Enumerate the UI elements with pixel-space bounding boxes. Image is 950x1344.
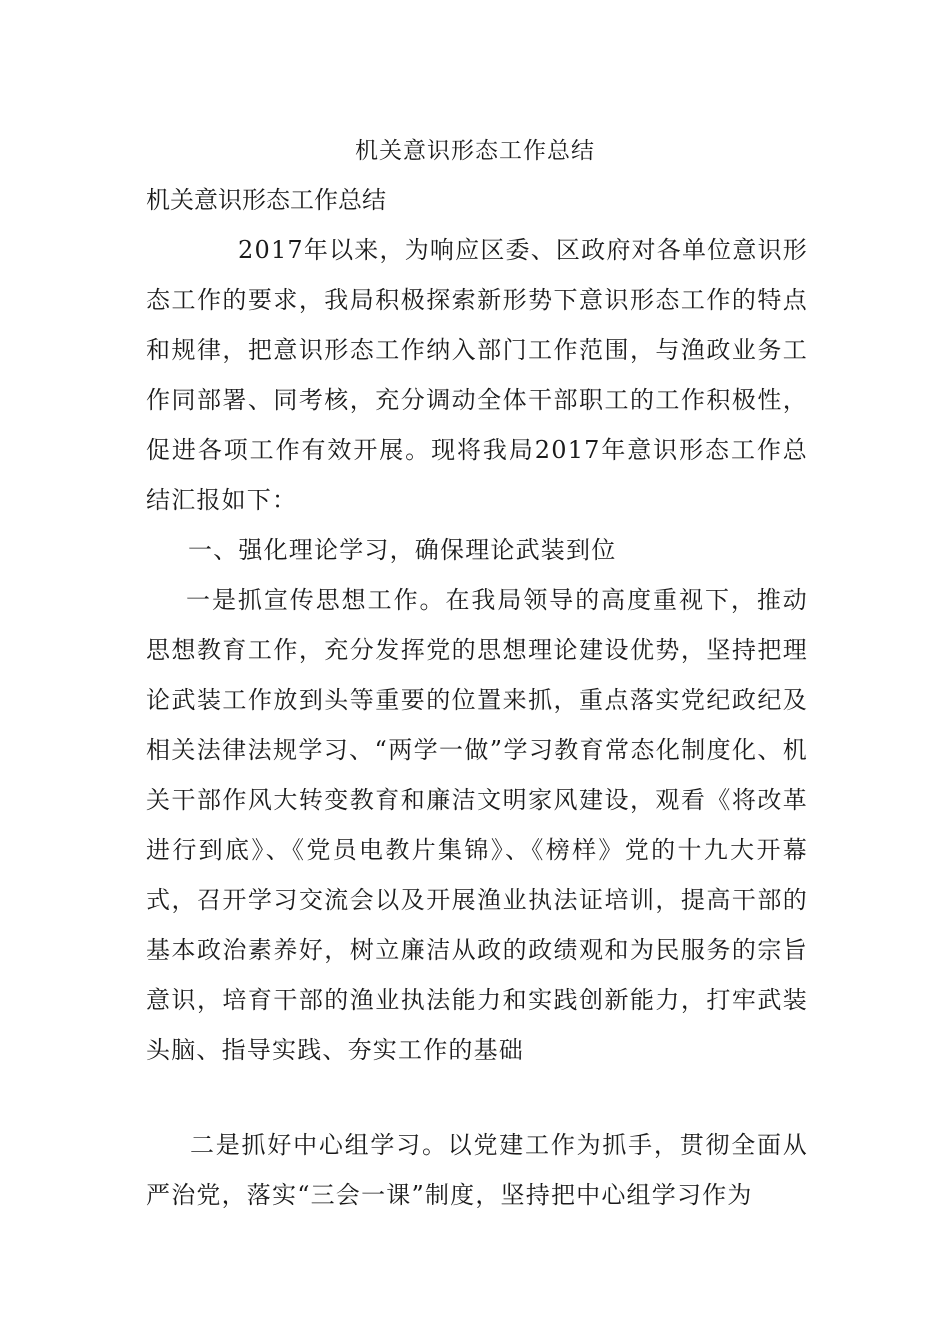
paragraph-item-1: 一是抓宣传思想工作。在我局领导的高度重视下，推动思想教育工作，充分发挥党的思想理论建设优势，坚持把理论武装工作放到头等重要的位置来抓，重点落实党纪政纪及相关法律法规学习、“两学一做”学习教育常态化制度化、机关干部作风大转变教育和廉洁文明家风建设，观看《将改革进行到底》、《党员电教片集锦》、《榜样》党的十九大开幕式，召开学习交流会以及开展渔业执法证培训，提高干部的基本政治素养好，树立廉洁从政的政绩观和为民服务的宗旨意识，培育干部的渔业执法能力和实践创新能力，打牢武装头脑、指导实践、夯实工作的基础 (146, 586, 808, 1064)
document-subtitle: 机关意识形态工作总结 (146, 186, 386, 214)
section-heading-1: 一、强化理论学习，确保理论武装到位 (188, 536, 617, 564)
document-title: 机关意识形态工作总结 (355, 138, 595, 164)
paragraph-item-2: 二是抓好中心组学习。以党建工作为抓手，贯彻全面从严治党，落实“三会一课”制度，坚持把中心组学习作为 (146, 1131, 808, 1209)
paragraph-intro: 2017年以来，为响应区委、区政府对各单位意识形态工作的要求，我局积极探索新形势下意识形态工作的特点和规律，把意识形态工作纳入部门工作范围，与渔政业务工作同部署、同考核，充分调动全体干部职工的工作积极性，促进各项工作有效开展。现将我局2017年意识形态工作总结汇报如下： (146, 236, 808, 514)
